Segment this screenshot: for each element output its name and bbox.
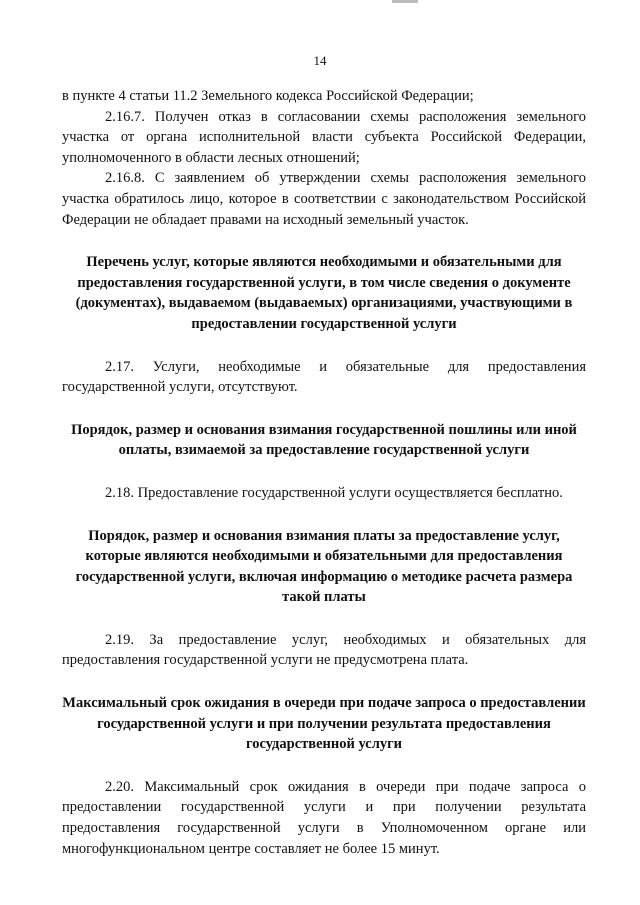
section-heading-queue-time: Максимальный срок ожидания в очереди при подаче запроса о предоставлении государственной услуги и при получении результата предоставления государственной услуги [62,695,586,753]
section-heading-required-services: Перечень услуг, которые являются необходимыми и обязательными для предоставления государственной услуги, в том числе сведения о документе (документах), выдаваемом (выдаваемых) организациями, участвующими в предоставлении государственной услуги [75,254,573,332]
page-number: 14 [313,53,327,68]
paragraph-2-16-7: 2.16.7. Получен отказ в согласовании схемы расположения земельного участка от органа исполнительной власти субъекта Российской Федерации, уполномоченного в области лесных отношений; [62,108,586,166]
paragraph-2-17: 2.17. Услуги, необходимые и обязательные для предоставления государственной услуги, отсутствуют. [62,358,586,396]
scan-artifact [392,0,418,3]
paragraph-2-20: 2.20. Максимальный срок ожидания в очереди при подаче запроса о предоставлении государственной услуги и при получении результата предоставления государственной услуги в Уполномоченном органе или многофункциональном центре составляет не более 15 минут. [62,778,586,857]
paragraph-land-code-reference: в пункте 4 статьи 11.2 Земельного кодекса Российской Федерации; [62,88,474,104]
paragraph-2-19: 2.19. За предоставление услуг, необходимых и обязательных для предоставления государственной услуги не предусмотрена плата. [62,631,586,669]
section-heading-service-fees: Порядок, размер и основания взимания платы за предоставление услуг, которые являются необходимыми и обязательными для предоставления государственной услуги, включая информацию о методике расчета размера такой платы [75,527,573,606]
paragraph-2-16-8: 2.16.8. С заявлением об утверждении схемы расположения земельного участка обратилось лицо, которое в соответствии с законодательством Российской Федерации не обладает правами на исходный земельный участок. [62,170,586,228]
page-content [62,86,586,859]
section-heading-state-fee: Порядок, размер и основания взимания государственной пошлины или иной оплаты, взимаемой за предоставление государственной услуги [71,421,577,459]
paragraph-2-18: 2.18. Предоставление государственной услуги осуществляется бесплатно. [105,484,563,501]
